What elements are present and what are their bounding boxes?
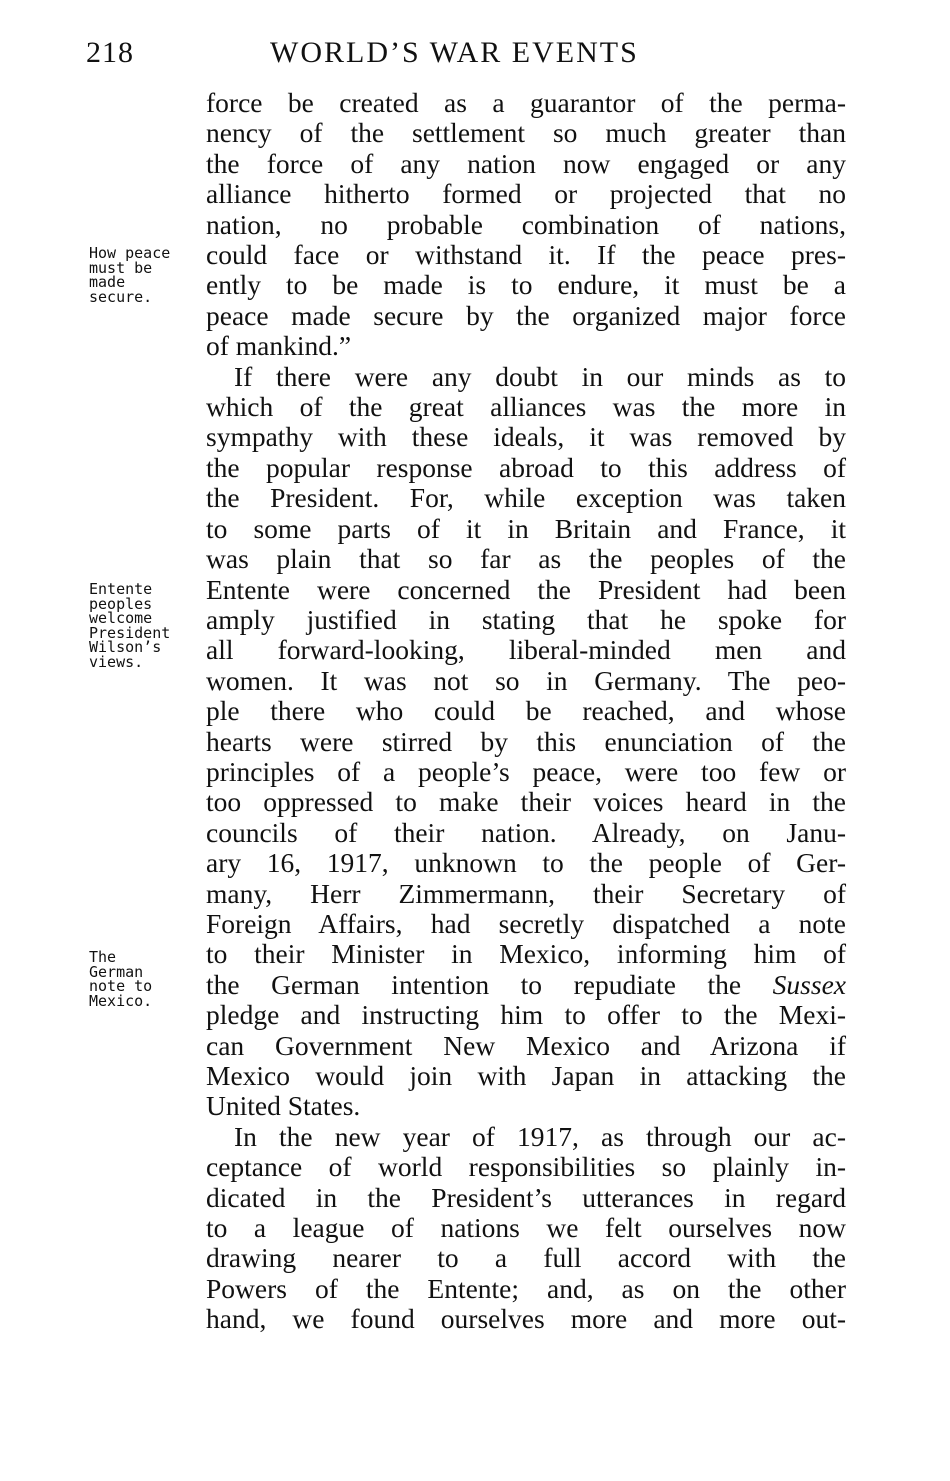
text-line: women. It was not so in Germany. The peo- [206, 664, 846, 696]
text-line: Mexico would join with Japan in attacking the [206, 1060, 846, 1091]
text-line: the force of any nation now engaged or any [206, 147, 846, 179]
running-head: WORLD’S WAR EVENTS [270, 36, 639, 69]
margin-note-peace [89, 246, 199, 304]
text-line: nation, no probable combination of nations, [206, 208, 846, 240]
text-line: too oppressed to make their voices heard in the [206, 786, 846, 818]
text-line: was plain that so far as the peoples of the [206, 543, 846, 575]
text-line: to their Minister in Mexico, informing him of [206, 938, 846, 970]
text-line: United States. [206, 1090, 361, 1122]
margin-note-line: German [89, 962, 144, 981]
text-line: of mankind.” [206, 330, 352, 362]
text-line: hand, we found ourselves more and more out- [206, 1303, 846, 1335]
text-line: hearts were stirred by this enunciation of the [206, 725, 846, 757]
text-line: If there were any doubt in our minds as to [234, 360, 846, 392]
text-line: nency of the settlement so much greater than [206, 117, 846, 149]
italic-word: Sussex [772, 968, 846, 1000]
text-line: all forward-looking, liberal-minded men and [206, 634, 846, 666]
text-line: could face or withstand it. If the peace pres- [206, 239, 846, 271]
margin-note-line: must be [89, 258, 153, 277]
text-line: ple there who could be reached, and whose [206, 695, 846, 727]
margin-note-line: secure. [89, 287, 153, 306]
text-line: ceptance of world responsibilities so plainly in- [206, 1151, 846, 1183]
margin-note-line: Mexico. [89, 991, 153, 1010]
margin-note-line: Wilson’s [89, 638, 162, 656]
text-line: principles of a people’s peace, were too few or [206, 755, 846, 787]
margin-note-line: The [89, 948, 117, 966]
text-line: to some parts of it in Britain and France, it [206, 512, 846, 544]
margin-note-line: welcome [89, 609, 153, 627]
text-line: amply justified in stating that he spoke for [206, 603, 846, 635]
text-line: pledge and instructing him to offer to the Mexi- [206, 999, 846, 1031]
page-header [86, 36, 846, 76]
margin-note-line: How peace [89, 244, 171, 262]
text-line: which of the great alliances was the more in [206, 391, 846, 423]
text-line: councils of their nation. Already, on Janu- [206, 816, 846, 848]
text-line: force be created as a guarantor of the perma- [206, 87, 846, 118]
margin-note-line: peoples [89, 594, 153, 613]
text-line: ently to be made is to endure, it must be a [206, 269, 846, 301]
text-line: Entente were concerned the President had been [206, 573, 846, 605]
margin-note-line: made [89, 273, 126, 291]
text-line: many, Herr Zimmermann, their Secretary of [206, 877, 846, 909]
text-line: Foreign Affairs, had secretly dispatched a note [206, 907, 846, 939]
text-line: sympathy with these ideals, it was removed by [206, 421, 846, 453]
text-line: to a league of nations we felt ourselves now [206, 1212, 846, 1244]
text-line: drawing nearer to a full accord with the [206, 1242, 846, 1274]
text-line-with-italic [206, 970, 846, 1000]
text-line: In the new year of 1917, as through our ac- [234, 1120, 846, 1152]
margin-note-line: Entente [89, 580, 153, 598]
text-line: the President. For, while exception was taken [206, 482, 846, 514]
margin-note-entente [89, 582, 199, 669]
text-line: Powers of the Entente; and, as on the other [206, 1272, 846, 1304]
page-number: 218 [86, 36, 134, 69]
text-line: alliance hitherto formed or projected that no [206, 178, 846, 210]
margin-note-line: President [89, 623, 171, 642]
margin-note-mexico [89, 950, 199, 1008]
paragraph-2 [206, 362, 846, 1122]
margin-note-line: views. [89, 652, 144, 671]
margin-note-line: note to [89, 977, 153, 995]
text-line: can Government New Mexico and Arizona if [206, 1029, 846, 1061]
text-line: ary 16, 1917, unknown to the people of Ger- [206, 847, 846, 879]
paragraph-3 [206, 1122, 846, 1335]
paragraph-1 [206, 88, 846, 362]
text-line: the popular response abroad to this address of [206, 451, 846, 483]
text-line: dicated in the President’s utterances in regard [206, 1181, 846, 1213]
text-line: peace made secure by the organized major force [206, 299, 846, 331]
text-segment: the German intention to repudiate the [206, 968, 742, 1000]
body-text [206, 88, 846, 1335]
